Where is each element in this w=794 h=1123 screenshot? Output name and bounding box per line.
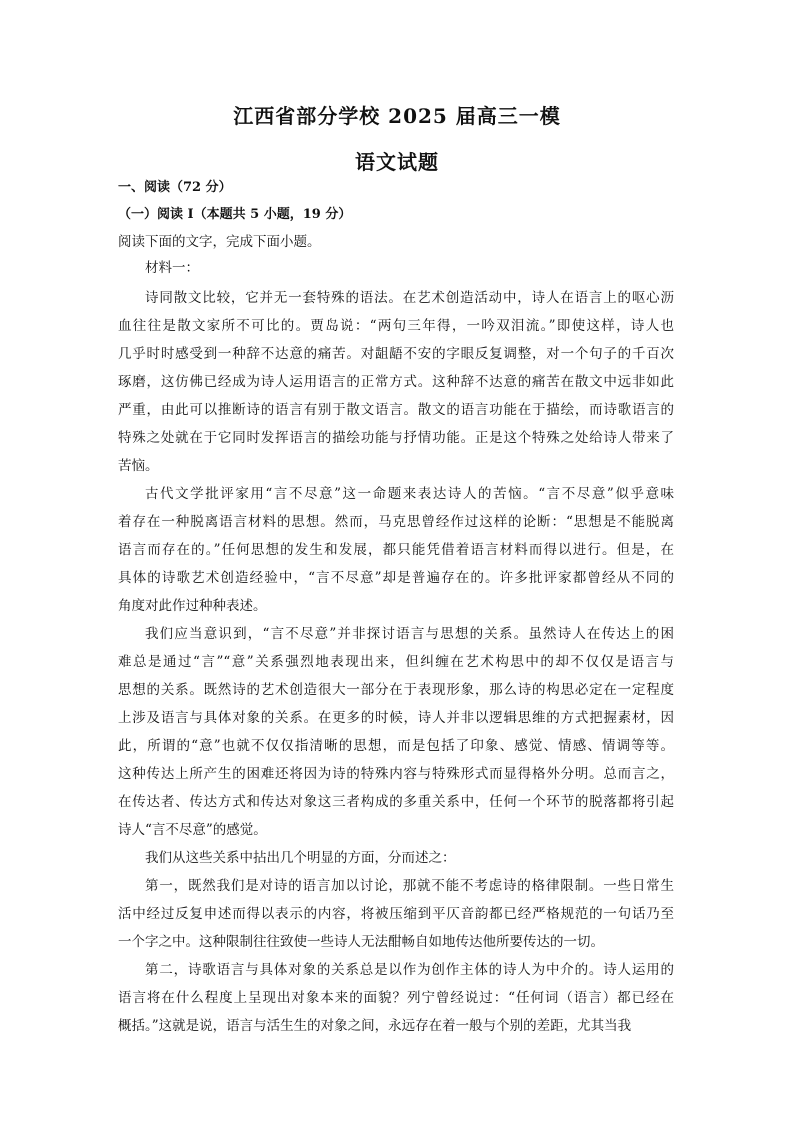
paragraph-line: 诗同散文比较，它并无一套特殊的语法。在艺术创造活动中，诗人在语言上的呕心沥 — [145, 290, 674, 306]
paragraph — [118, 844, 674, 872]
paragraph — [118, 480, 674, 620]
section-heading: 一、阅读（72 分） — [118, 180, 232, 195]
paragraph-line: 第二，诗歌语言与具体对象的关系总是以作为创作主体的诗人为中介的。诗人运用的 — [145, 962, 674, 978]
page-title: 江西省部分学校 2025 届高三一模 — [233, 104, 561, 128]
passage-text — [118, 284, 674, 1040]
material-label: 材料一： — [145, 260, 199, 276]
paragraph-line: 这种传达上所产生的困难还将因为诗的特殊内容与特殊形式而显得格外分明。总而言之， — [118, 766, 674, 782]
paragraph-line: 上涉及语言与具体对象的关系。在更多的时候，诗人并非以逻辑思维的方式把握素材，因 — [118, 710, 674, 726]
paragraph-line: 特殊之处就在于它同时发挥语言的描绘功能与抒情功能。正是这个特殊之处给诗人带来了 — [118, 430, 674, 446]
paragraph — [118, 872, 674, 956]
paragraph-line: 活中经过反复申述而得以表示的内容，将被压缩到平仄音韵都已经严格规范的一句话乃至 — [118, 906, 674, 922]
paragraph-line: 苦恼。 — [118, 458, 159, 474]
paragraph-line: 诗人“言不尽意”的感觉。 — [118, 822, 267, 838]
paragraph-line: 思想的关系。既然诗的艺术创造很大一部分在于表现形象，那么诗的构思必定在一定程度 — [118, 682, 674, 698]
paragraph-line: 古代文学批评家用“言不尽意”这一命题来表达诗人的苦恼。“言不尽意”似乎意味 — [145, 486, 674, 502]
paragraph-line: 一个字之中。这种限制往往致使一些诗人无法酣畅自如地传达他所要传达的一切。 — [118, 934, 604, 950]
subsection-heading: （一）阅读 I（本题共 5 小题，19 分） — [118, 207, 352, 222]
paragraph-line: 在传达者、传达方式和传达对象这三者构成的多重关系中，任何一个环节的脱落都将引起 — [118, 794, 674, 810]
paragraph — [118, 956, 674, 1040]
document-body — [118, 178, 674, 1040]
paragraph-line: 语言将在什么程度上呈现出对象本来的面貌？列宁曾经说过：“任何词（语言）都已经在 — [118, 990, 674, 1006]
paragraph-line: 琢磨，这仿佛已经成为诗人运用语言的正常方式。这种辞不达意的痛苦在散文中远非如此 — [118, 374, 674, 390]
paragraph-line: 几乎时时感受到一种辞不达意的痛苦。对龃龉不安的字眼反复调整，对一个句子的千百次 — [118, 346, 674, 362]
paragraph-line: 着存在一种脱离语言材料的思想。然而，马克思曾经作过这样的论断：“思想是不能脱离 — [118, 514, 674, 530]
paragraph-line: 语言而存在的。”任何思想的发生和发展，都只能凭借着语言材料而得以进行。但是，在 — [118, 542, 674, 558]
paragraph-line: 此，所谓的“意”也就不仅仅指清晰的思想，而是包括了印象、感觉、情感、情调等等。 — [118, 738, 674, 754]
paragraph-line: 第一，既然我们是对诗的语言加以讨论，那就不能不考虑诗的格律限制。一些日常生 — [145, 878, 674, 894]
paragraph — [118, 284, 674, 480]
paragraph-line: 具体的诗歌艺术创造经验中，“言不尽意”却是普遍存在的。许多批评家都曾经从不同的 — [118, 570, 674, 586]
reading-instruction: 阅读下面的文字，完成下面小题。 — [118, 234, 321, 250]
page-subtitle: 语文试题 — [355, 150, 439, 174]
paragraph-line: 概括。”这就是说，语言与活生生的对象之间，永远存在着一般与个别的差距，尤其当我 — [118, 1018, 632, 1034]
paragraph-line: 角度对此作过种种表述。 — [118, 598, 267, 614]
paragraph-line: 我们从这些关系中拈出几个明显的方面，分而述之： — [145, 850, 456, 866]
paragraph-line: 血往往是散文家所不可比的。贾岛说：“两句三年得，一吟双泪流。”即使这样，诗人也 — [118, 318, 674, 334]
paragraph — [118, 620, 674, 844]
paragraph-line: 我们应当意识到，“言不尽意”并非探讨语言与思想的关系。虽然诗人在传达上的困 — [145, 626, 674, 642]
paragraph-line: 难总是通过“言”“意”关系强烈地表现出来，但纠缠在艺术构思中的却不仅仅是语言与 — [118, 654, 674, 670]
paragraph-line: 严重，由此可以推断诗的语言有别于散文语言。散文的语言功能在于描绘，而诗歌语言的 — [118, 402, 674, 418]
